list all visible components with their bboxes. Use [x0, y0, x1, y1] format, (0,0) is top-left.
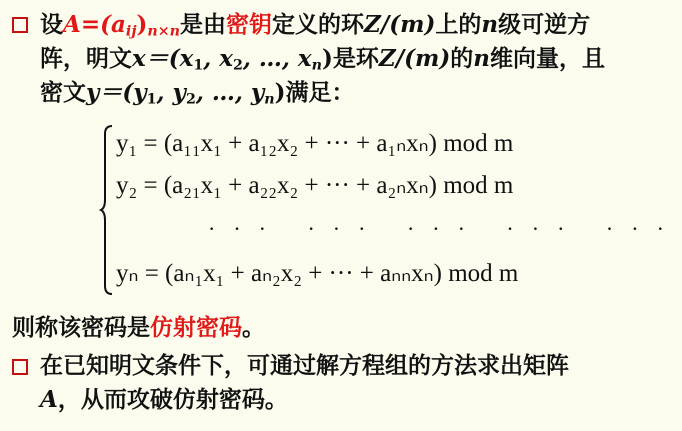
equation-row-2: y₂ = (a₂₁x₁ + a₂₂x₂ + ··· + a₂ₙxₙ) mod m: [116, 172, 514, 199]
vector-x-tail: , …, x: [242, 45, 312, 72]
text-shang-de: 上的: [435, 12, 482, 38]
matrix-a-ref: A: [40, 386, 58, 413]
square-bullet-icon: [12, 17, 28, 33]
ring-z-m-2: Z/(m): [378, 45, 451, 72]
term-key: 密钥: [226, 12, 273, 38]
term-affine-cipher: 仿射密码: [150, 315, 242, 341]
equation-system: [100, 124, 682, 296]
matrix-a-def: A=(a: [63, 11, 126, 38]
text-shi-huan: 是环: [332, 46, 379, 72]
text-invertible-plaintext: 级可逆方阵，明文: [40, 12, 591, 72]
text-de: 的: [450, 46, 474, 72]
bullet-1-text: 设$A=(a_{ij})_{n\times n}$是由密钥定义的环Z/(m)上的n级可逆方阵，明文$x=(x_1$, $x_2$, …, $x_n$)是环Z/(m)的n维向量，且密文$y=(y_1$, $y_2$, …, $y_n$)满足：: [40, 11, 605, 108]
conclusion-prefix: 则称该密码是: [12, 315, 150, 341]
text-she: 设: [40, 12, 63, 38]
vector-y-close: ): [274, 79, 286, 106]
text-vector-ciphertext: 维向量，且密文: [40, 46, 605, 106]
text-satisfies: 满足：: [285, 80, 355, 106]
equation-row-n: yₙ = (aₙ₁x₁ + aₙ₂x₂ + ··· + aₙₙxₙ) mod m: [116, 260, 519, 287]
text-shi-you: 是由: [180, 12, 227, 38]
matrix-a-subscript: ij: [125, 23, 137, 40]
var-n: n: [481, 11, 499, 38]
vector-y-def: y＝(y: [86, 79, 147, 106]
matrix-a-close: ): [136, 11, 148, 38]
vector-x-def: x＝(x: [132, 45, 194, 72]
conclusion-suffix: 。: [242, 315, 265, 341]
vector-y-tail: , …, y: [195, 79, 265, 106]
bullet-item-2: [12, 350, 608, 417]
vector-x-close: ): [322, 45, 333, 72]
var-n-2: n: [473, 45, 490, 72]
equation-row-1: y₁ = (a₁₁x₁ + a₁₂x₂ + ··· + a₁ₙxₙ) mod m: [116, 130, 514, 157]
conclusion-line: [12, 312, 265, 345]
vector-y-mid: , y: [156, 79, 186, 106]
equation-ellipsis-row: ··· ··· ··· ··· ···: [208, 216, 682, 241]
bullet-2-main: 在已知明文条件下，可通过解方程组的方法求出矩阵: [40, 353, 569, 379]
ring-z-m: Z/(m): [364, 11, 436, 38]
bullet-2-tail: ，从而攻破仿射密码。: [57, 387, 288, 413]
bullet-item-1: [12, 8, 608, 110]
left-brace-icon: [100, 124, 114, 296]
text-defined-ring: 定义的环: [272, 12, 365, 38]
square-bullet-icon: [12, 359, 28, 375]
bullet-2-text: [40, 350, 608, 417]
matrix-a-size: n×n: [147, 23, 181, 40]
vector-x-mid: , x: [203, 45, 233, 72]
